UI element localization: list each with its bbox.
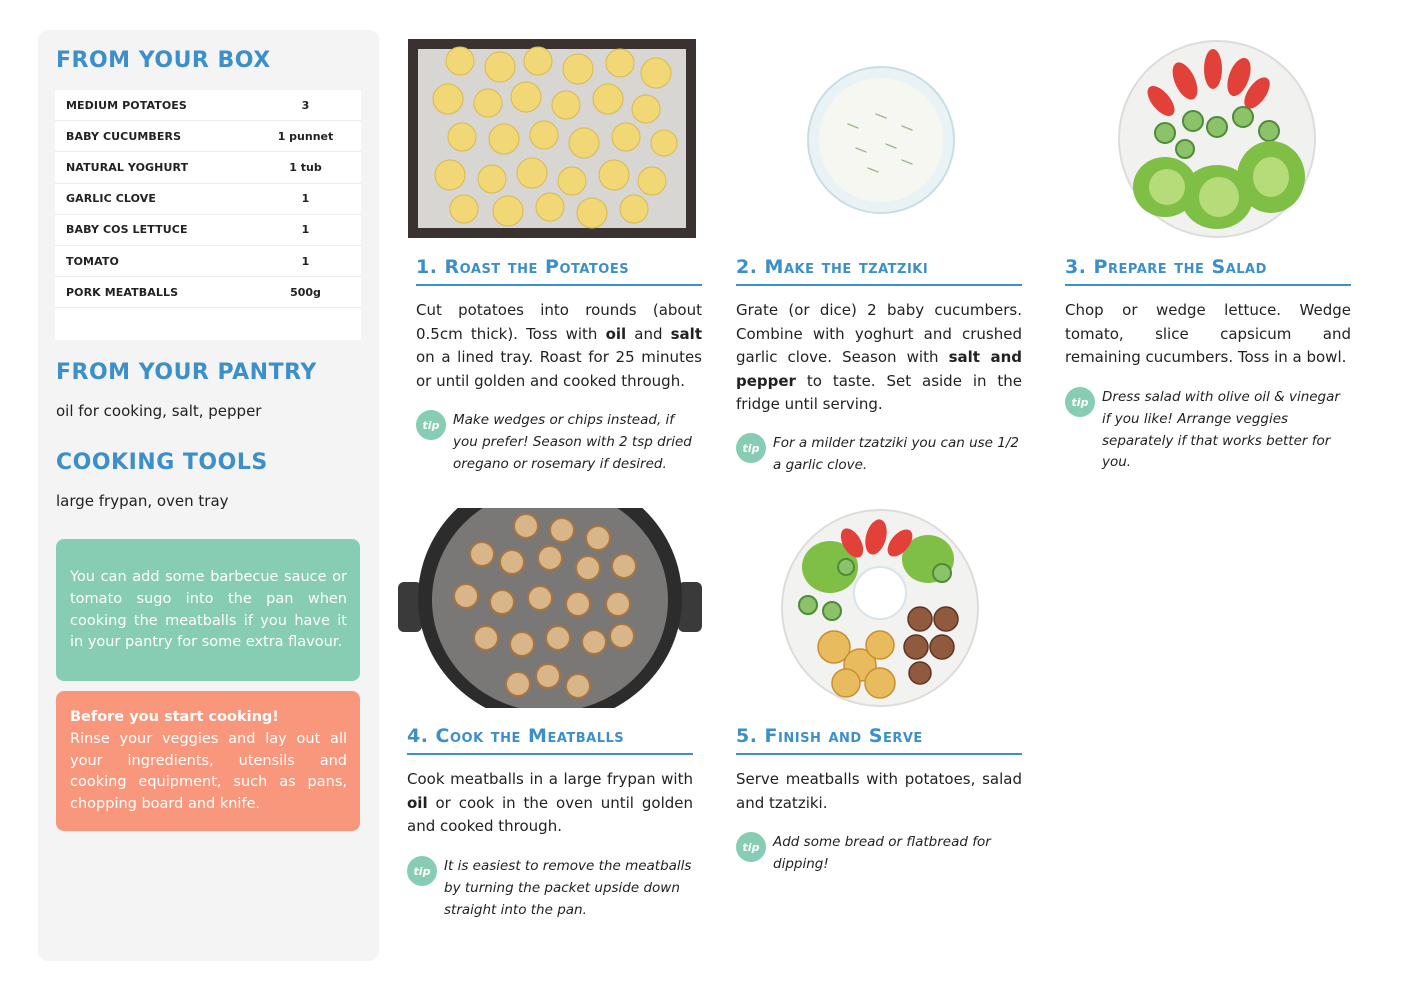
ingredient-name: BABY CUCUMBERS	[66, 129, 182, 143]
ingredient-row	[55, 184, 361, 215]
tip-badge-icon: tip	[416, 410, 446, 440]
tip-badge-icon: tip	[736, 832, 766, 862]
step-4-body	[407, 768, 693, 839]
ingredient-qty: 1	[301, 223, 310, 237]
ingredient-row	[55, 90, 361, 121]
step-5-body	[736, 768, 1022, 815]
ingredient-row	[55, 152, 361, 183]
step-1-tip	[416, 410, 702, 475]
step-text: or cook in the oven until golden and cooked through.	[407, 793, 693, 835]
step-3-title: 3. Prepare the Salad	[1065, 256, 1351, 286]
step-1-title: 1. Roast the Potatoes	[416, 256, 702, 286]
step-text: and	[626, 324, 671, 343]
ingredient-name: NATURAL YOGHURT	[66, 160, 189, 174]
tip-badge-icon: tip	[736, 433, 766, 463]
ingredient-name: TOMATO	[66, 254, 119, 268]
step-text-bold: oil	[407, 793, 428, 812]
step-text-bold: salt	[670, 324, 702, 343]
ingredient-row	[55, 277, 361, 308]
step-1-body	[416, 299, 702, 393]
step-text-bold: salt and pepper	[736, 348, 1023, 390]
pantry-text: oil for cooking, salt, pepper	[56, 402, 262, 420]
before-cooking-heading: Before you start cooking!	[70, 709, 279, 725]
tip-badge-icon: tip	[1065, 387, 1095, 417]
step-5-tip	[736, 832, 1022, 876]
ingredient-name: BABY COS LETTUCE	[66, 223, 188, 237]
ingredient-row	[55, 215, 361, 246]
step-text: Cook meatballs in a large frypan with	[407, 770, 693, 788]
tip-badge-icon: tip	[407, 856, 437, 886]
tip-text: Add some bread or flatbread for dipping!	[773, 834, 991, 872]
ingredient-row	[55, 246, 361, 277]
tzatziki-image	[806, 64, 956, 216]
ingredient-name: MEDIUM POTATOES	[66, 98, 187, 112]
tip-text: For a milder tzatziki you can use 1/2 a garlic clove.	[773, 435, 1019, 473]
step-2-tip	[736, 433, 1022, 477]
step-3-body	[1065, 299, 1351, 370]
cooking-tools-text: large frypan, oven tray	[56, 492, 229, 510]
step-text-bold: oil	[605, 324, 627, 343]
ingredient-qty: 3	[301, 98, 310, 112]
step-2-body	[736, 299, 1022, 417]
step-4-title: 4. Cook the Meatballs	[407, 725, 693, 755]
cooking-tools-heading: COOKING TOOLS	[56, 450, 268, 475]
step-text: Grate (or dice) 2 baby cucumbers. Combine with yoghurt and crushed garlic clove. Season with	[736, 301, 1022, 366]
ingredient-qty: 500g	[290, 285, 321, 299]
roasted-potatoes-image	[408, 39, 696, 238]
ingredient-qty: 1	[301, 254, 310, 268]
before-cooking-text: Rinse your veggies and lay out all your ingredients, utensils and cooking equipment, such as pans, chopping board and knife.	[70, 730, 347, 813]
finished-plate-image	[780, 507, 980, 709]
ingredient-row-empty	[55, 308, 361, 339]
step-text: Serve meatballs with potatoes, salad and tzatziki.	[736, 770, 1022, 812]
before-cooking-note	[56, 691, 360, 831]
ingredient-row	[55, 121, 361, 152]
ingredient-qty: 1	[301, 192, 310, 206]
ingredients-table	[55, 90, 361, 340]
ingredient-name: GARLIC CLOVE	[66, 192, 156, 206]
step-4-tip	[407, 856, 693, 921]
tip-text: Dress salad with olive oil & vinegar if you like! Arrange veggies separately if that works better for you.	[1102, 389, 1340, 471]
step-3-tip	[1065, 387, 1351, 474]
step-text: on a lined tray. Roast for 25 minutes or until golden and cooked through.	[416, 348, 702, 390]
meatballs-frypan-image	[398, 508, 702, 708]
step-text: Chop or wedge lettuce. Wedge tomato, slice capsicum and remaining cucumbers. Toss in a bowl.	[1065, 301, 1351, 366]
from-your-box-heading: FROM YOUR BOX	[56, 48, 271, 73]
tip-text: Make wedges or chips instead, if you prefer! Season with 2 tsp dried oregano or rosemary if desired.	[453, 412, 692, 472]
pantry-tip-note: You can add some barbecue sauce or tomato sugo into the pan when cooking the meatballs if you have it in your pantry for some extra flavour.	[56, 539, 360, 681]
salad-image	[1105, 37, 1327, 245]
ingredients-sidebar	[38, 30, 379, 961]
ingredient-qty: 1 tub	[289, 160, 322, 174]
step-text: to taste. Set aside in the fridge until serving.	[736, 371, 1022, 413]
tip-text: It is easiest to remove the meatballs by turning the packet upside down straight into the pan.	[444, 858, 692, 918]
ingredient-qty: 1 punnet	[277, 129, 334, 143]
step-2-title: 2. Make the tzatziki	[736, 256, 1022, 286]
step-text: Cut potatoes into rounds (about 0.5cm thick). Toss with	[416, 301, 702, 343]
from-your-pantry-heading: FROM YOUR PANTRY	[56, 360, 317, 385]
step-5-title: 5. Finish and Serve	[736, 725, 1022, 755]
ingredient-name: PORK MEATBALLS	[66, 285, 179, 299]
